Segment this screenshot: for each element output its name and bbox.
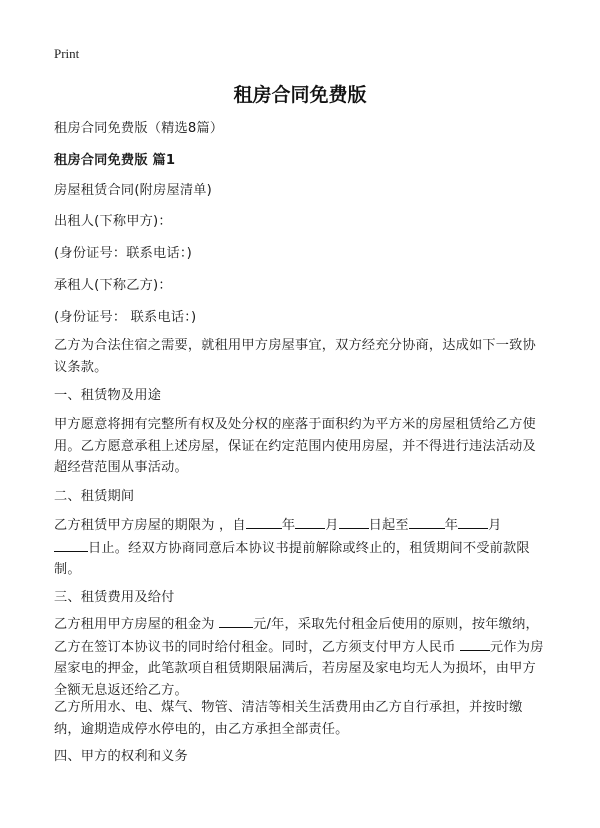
section-heading-1: 一、租赁物及用途 <box>54 388 162 403</box>
blank-deposit-amount <box>460 636 490 651</box>
lease-term-text: 乙方租赁甲方房屋的期限为 ，自 <box>54 518 246 533</box>
rent-text-a: 乙方租用甲方房屋的租金为 <box>54 617 215 632</box>
blank-day-to <box>54 537 88 552</box>
paragraph-4: 乙方所用水、电、煤气、物管、清洁等相关生活费用由乙方自行承担，并按时缴纳，逾期造成停水停电的，由乙方承担全部责任。 <box>54 700 523 737</box>
paragraph-1: 甲方愿意将拥有完整所有权及处分权的座落于面积约为平方米的房屋租赁给乙方使用。乙方愿意承租上述房屋，保证在约定范围内使用房屋，并不得进行违法活动及超经营范围从事活动。 <box>54 417 536 475</box>
blank-month-to <box>458 514 488 529</box>
section-heading-2: 二、租赁期间 <box>54 489 135 504</box>
month-label: 月 <box>325 518 339 533</box>
document-title: 租房合同免费版 <box>233 84 367 106</box>
blank-day-from <box>339 514 369 529</box>
blank-year-to <box>409 514 445 529</box>
lessee-line: 承租人(下称乙方)： <box>54 278 172 293</box>
print-label[interactable]: Print <box>54 46 80 61</box>
rent-text-c: 元作为房屋家电的押金，此笔款项自租赁期限届满后，若房屋及家电均无人为损坏，由甲方全额无息返还给乙方。 <box>54 639 544 698</box>
intro-paragraph: 乙方为合法住宿之需要，就租用甲方房屋事宜，双方经充分协商，达成如下一致协议条款。 <box>54 338 536 375</box>
section-heading-3: 三、租赁费用及给付 <box>54 590 175 605</box>
document-subtitle: 租房合同免费版（精选8篇） <box>54 121 224 136</box>
paragraph-3 <box>54 613 548 701</box>
day-from-label: 日起至 <box>368 518 409 533</box>
blank-rent-amount <box>219 613 253 628</box>
paragraph-2 <box>54 514 548 581</box>
section-heading-4: 四、甲方的权利和义务 <box>54 749 188 764</box>
lessor-contact-line: (身份证号：联系电话：) <box>54 246 192 261</box>
year-label-to: 年 <box>444 518 459 533</box>
lessee-contact-line: (身份证号： 联系电话：) <box>54 310 197 325</box>
rent-text-b: 元/年，采取先付租金后使用的原则，按年缴纳，乙方在签订本协议书的同时给付租金。同时，乙方须支付甲方人民币 <box>54 617 539 655</box>
blank-year-from <box>246 514 282 529</box>
blank-month-from <box>295 514 325 529</box>
section-heading: 租房合同免费版 篇1 <box>54 153 176 168</box>
contract-name: 房屋租赁合同(附房屋清单) <box>54 183 212 198</box>
month-label-to: 月 <box>488 518 502 533</box>
lease-term-end-text: 日止。经双方协商同意后本协议书提前解除或终止的，租赁期间不受前款限制。 <box>54 540 530 577</box>
lessor-line: 出租人(下称甲方)： <box>54 214 172 229</box>
year-label: 年 <box>281 518 296 533</box>
